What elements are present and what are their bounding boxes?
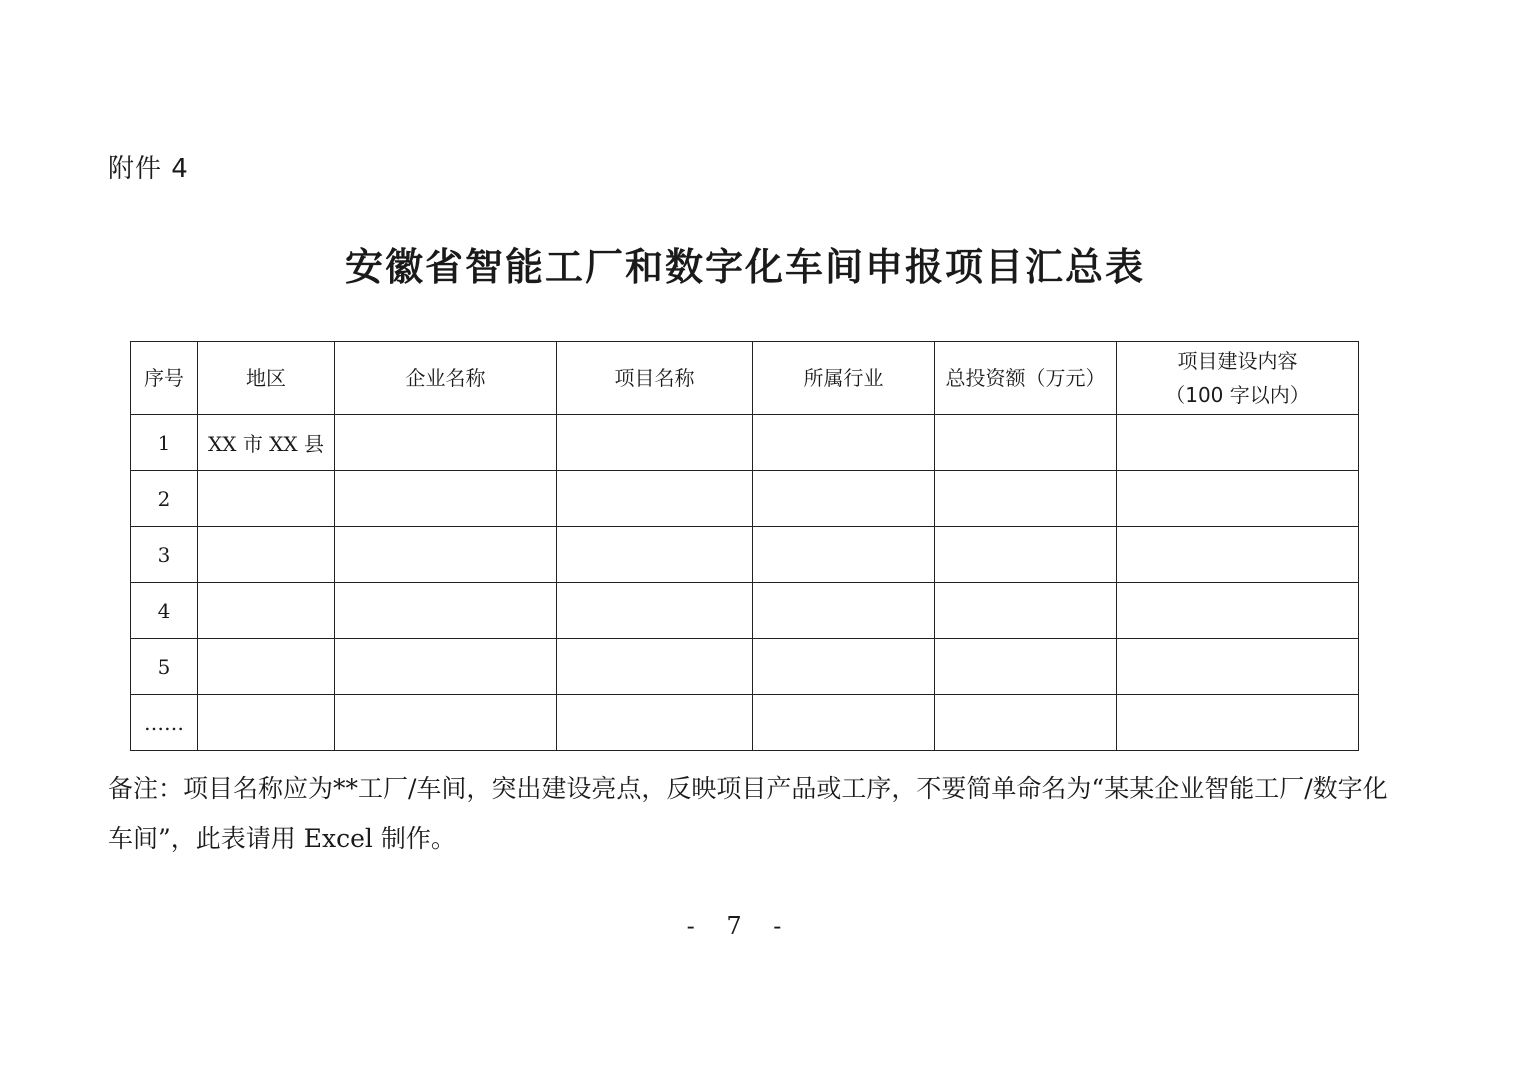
header-seq: 序号 xyxy=(131,342,198,415)
cell-region xyxy=(198,695,335,751)
attachment-label: 附件 4 xyxy=(108,154,189,184)
header-industry: 所属行业 xyxy=(753,342,935,415)
table-row xyxy=(131,639,1359,695)
cell-industry xyxy=(753,471,935,527)
cell-company xyxy=(335,415,557,471)
cell-content xyxy=(1117,415,1359,471)
cell-industry xyxy=(753,583,935,639)
table-header-row xyxy=(131,342,1359,415)
cell-industry xyxy=(753,695,935,751)
cell-company xyxy=(335,583,557,639)
cell-region: XX 市 XX 县 xyxy=(198,415,335,471)
summary-table xyxy=(130,341,1359,751)
cell-project xyxy=(557,695,753,751)
cell-company xyxy=(335,527,557,583)
table-row xyxy=(131,695,1359,751)
cell-company xyxy=(335,639,557,695)
header-region: 地区 xyxy=(198,342,335,415)
cell-seq: 5 xyxy=(131,639,198,695)
cell-seq: 1 xyxy=(131,415,198,471)
cell-seq: …… xyxy=(131,695,198,751)
cell-investment xyxy=(935,695,1117,751)
table-row xyxy=(131,583,1359,639)
cell-industry xyxy=(753,639,935,695)
cell-content xyxy=(1117,639,1359,695)
cell-investment xyxy=(935,527,1117,583)
cell-region xyxy=(198,583,335,639)
cell-region xyxy=(198,639,335,695)
table-row xyxy=(131,471,1359,527)
header-content-line2: （100 字以内） xyxy=(1165,383,1310,407)
cell-content xyxy=(1117,471,1359,527)
cell-company xyxy=(335,471,557,527)
page-number: - 7 - xyxy=(686,912,794,940)
header-investment: 总投资额（万元） xyxy=(935,342,1117,415)
cell-content xyxy=(1117,695,1359,751)
cell-content xyxy=(1117,527,1359,583)
cell-project xyxy=(557,415,753,471)
cell-company xyxy=(335,695,557,751)
cell-project xyxy=(557,639,753,695)
cell-industry xyxy=(753,415,935,471)
cell-content xyxy=(1117,583,1359,639)
cell-seq: 3 xyxy=(131,527,198,583)
header-content-line1: 项目建设内容 xyxy=(1177,349,1298,373)
header-project: 项目名称 xyxy=(557,342,753,415)
cell-investment xyxy=(935,583,1117,639)
cell-region xyxy=(198,527,335,583)
cell-industry xyxy=(753,527,935,583)
cell-project xyxy=(557,583,753,639)
header-company: 企业名称 xyxy=(335,342,557,415)
table-row xyxy=(131,415,1359,471)
page-title: 安徽省智能工厂和数字化车间申报项目汇总表 xyxy=(344,244,1145,289)
cell-investment xyxy=(935,415,1117,471)
cell-region xyxy=(198,471,335,527)
cell-investment xyxy=(935,471,1117,527)
table-row xyxy=(131,527,1359,583)
cell-project xyxy=(557,471,753,527)
cell-project xyxy=(557,527,753,583)
cell-investment xyxy=(935,639,1117,695)
footnote: 备注：项目名称应为**工厂/车间，突出建设亮点，反映项目产品或工序，不要简单命名为“某某企业智能工厂/数字化车间”，此表请用 Excel 制作。 xyxy=(108,774,1388,853)
cell-seq: 4 xyxy=(131,583,198,639)
cell-seq: 2 xyxy=(131,471,198,527)
header-content xyxy=(1117,342,1359,415)
